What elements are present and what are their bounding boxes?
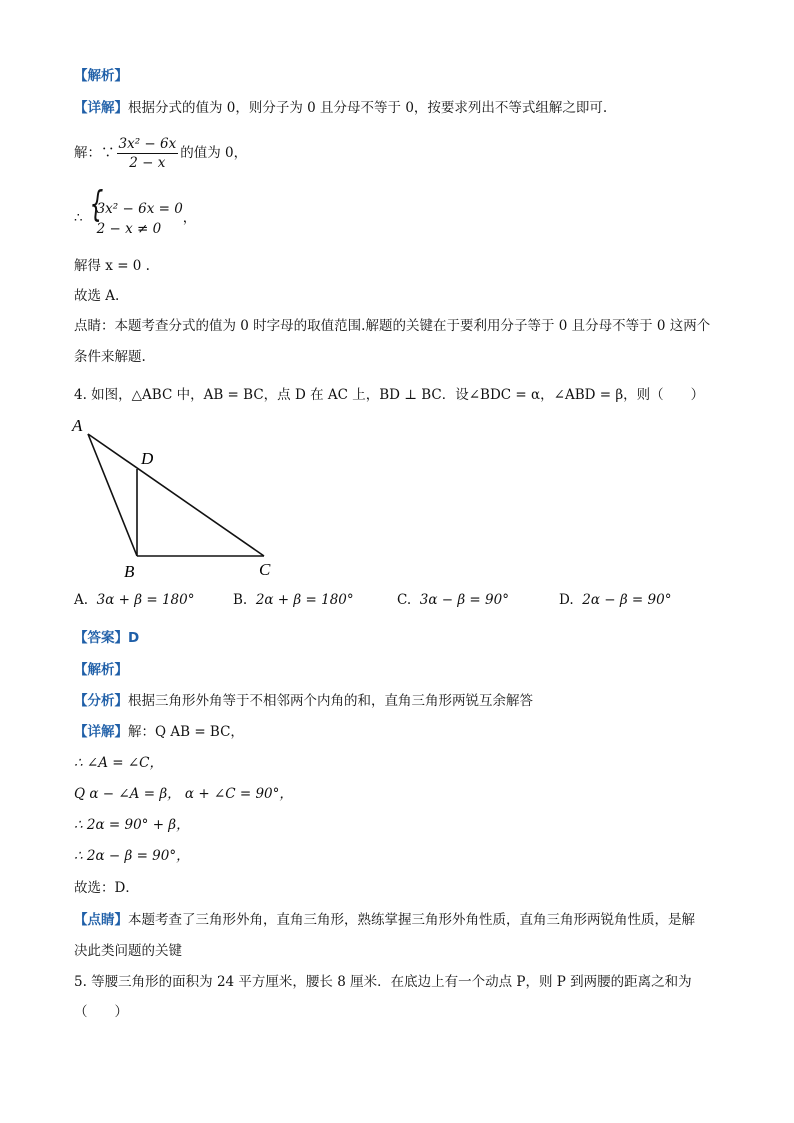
analysis-header-2: 【解析】 (74, 662, 128, 678)
option-d-letter: D. (559, 592, 574, 608)
fraction (117, 135, 179, 172)
note-line-1a: 点睛：本题考查分式的值为 0 时字母的取值范围.解题的关键在于要利用分子等于 0 且分母不等于 0 这两个 (74, 318, 711, 334)
result-line: 解得 x = 0 . (74, 258, 150, 274)
select-line-1: 故选 A. (74, 288, 120, 304)
note-line-2b: 决此类问题的关键 (74, 943, 182, 959)
analysis-header-1: 【解析】 (74, 68, 128, 84)
option-b[interactable] (233, 592, 354, 608)
question-4: 4. 如图，△ABC 中，AB = BC，点 D 在 AC 上，BD ⊥ BC．设∠BDC = α，∠ABD = β，则（ ） (74, 387, 705, 403)
analysis-line (74, 691, 533, 711)
option-c-letter: C. (397, 592, 412, 608)
answer-line: 【答案】D (74, 630, 140, 646)
solution-prefix: 解：∵ (74, 145, 115, 161)
brace-icon: { (89, 183, 103, 225)
label-a: A (72, 416, 83, 435)
fraction-numerator: 3x² − 6x (118, 136, 177, 152)
segment-ab (88, 434, 137, 556)
option-c[interactable] (397, 592, 509, 608)
note-line-1b: 条件来解题. (74, 349, 146, 365)
option-a-letter: A. (74, 592, 89, 608)
segment-ac (88, 434, 264, 556)
step-1: ∴ ∠A = ∠C， (74, 755, 163, 771)
therefore-symbol: ∴ (74, 210, 83, 226)
step-2: Q α − ∠A = β， α + ∠C = 90°， (74, 786, 293, 802)
label-b: B (124, 562, 135, 581)
option-b-letter: B. (233, 592, 248, 608)
option-a-expr: 3α + β = 180° (96, 592, 195, 608)
option-d[interactable] (559, 592, 671, 608)
detail-line-2 (74, 722, 244, 742)
option-b-expr: 2α + β = 180° (255, 592, 354, 608)
option-a[interactable] (74, 592, 194, 608)
system-comma: ， (182, 210, 197, 226)
detail-tag-1: 【详解】 (74, 100, 128, 116)
step-4: ∴ 2α − β = 90°， (74, 848, 190, 864)
system-eq-2: 2 − x ≠ 0 (96, 220, 162, 237)
equation-system-line (74, 183, 197, 240)
question-5: 5. 等腰三角形的面积为 24 平方厘米，腰长 8 厘米．在底边上有一个动点 P，则 P 到两腰的距离之和为 (74, 974, 692, 990)
equation-system (85, 183, 183, 239)
question-5-blank: （ ） (74, 1004, 128, 1020)
option-d-expr: 2α − β = 90° (582, 592, 672, 608)
select-line-2: 故选：D． (74, 880, 139, 896)
detail-tag-2: 【详解】 (74, 724, 128, 740)
solution-line-1 (74, 134, 247, 172)
system-eq-1: 3x² − 6x = 0 (96, 200, 183, 217)
triangle-figure (66, 412, 286, 582)
step-3: ∴ 2α = 90° + β， (74, 817, 190, 833)
analysis-tag: 【分析】 (74, 693, 128, 709)
note-line-2a (74, 910, 695, 930)
label-d: D (141, 449, 154, 468)
solution-suffix: 的值为 0， (180, 145, 248, 161)
option-c-expr: 3α − β = 90° (419, 592, 509, 608)
note-tag-2: 【点睛】 (74, 912, 128, 928)
detail-line-1 (74, 98, 607, 118)
note-text-2a: 本题考查了三角形外角，直角三角形，熟练掌握三角形外角性质，直角三角形两锐角性质，是解 (128, 912, 695, 928)
detail-text-1: 根据分式的值为 0，则分子为 0 且分母不等于 0，按要求列出不等式组解之即可. (128, 100, 608, 116)
label-c: C (259, 560, 271, 579)
detail-text-2: 解：Q AB = BC， (128, 724, 244, 740)
analysis-text: 根据三角形外角等于不相邻两个内角的和，直角三角形两锐互余解答 (128, 693, 533, 709)
fraction-denominator: 2 − x (129, 155, 166, 171)
